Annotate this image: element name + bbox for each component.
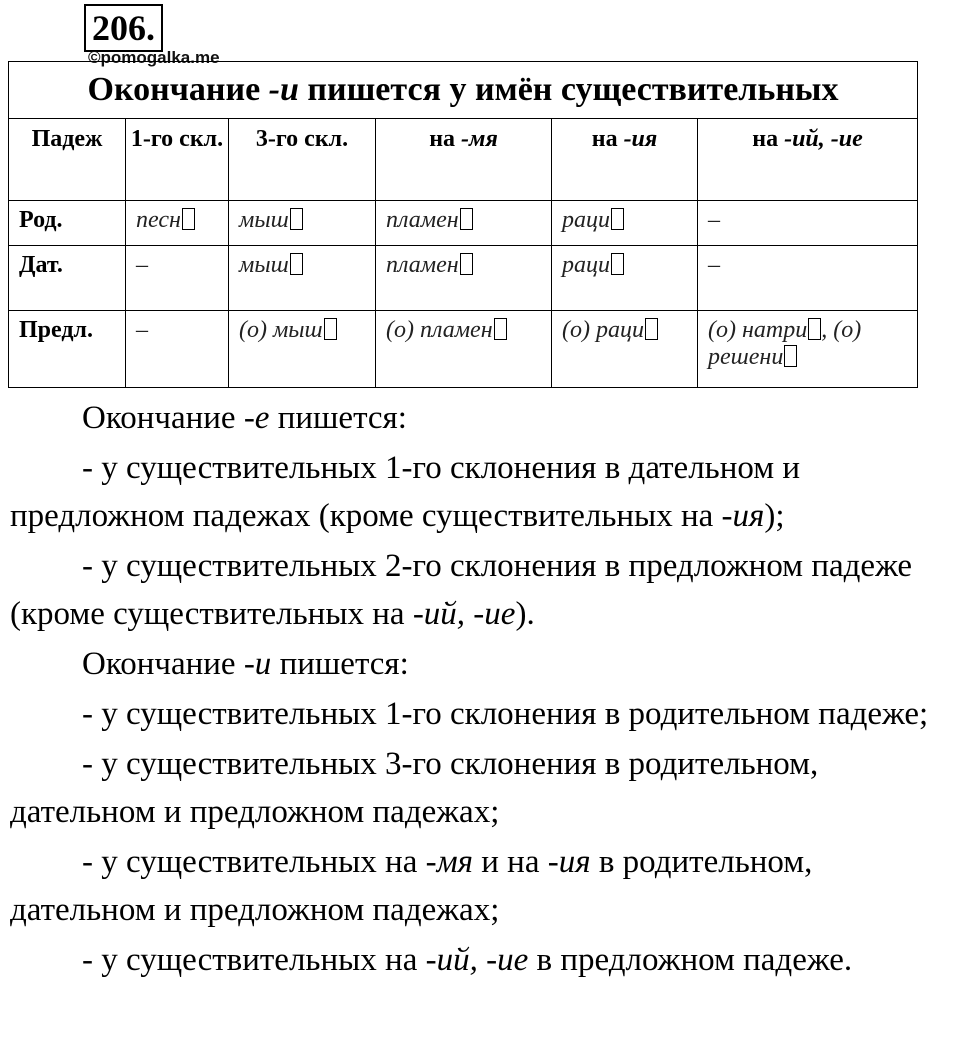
ending-box bbox=[611, 253, 624, 275]
header-mya: на -мя bbox=[376, 119, 552, 201]
rule-e-heading: Окончание -е пишется: bbox=[82, 400, 407, 436]
cell-gen-mya: пламен bbox=[376, 201, 552, 246]
cell-prep-decl1: – bbox=[126, 311, 229, 388]
table-row bbox=[9, 201, 918, 246]
ending-box bbox=[290, 253, 303, 275]
ending-box bbox=[808, 318, 821, 340]
header-iya: на -ия bbox=[552, 119, 698, 201]
cell-gen-decl3: мыш bbox=[229, 201, 376, 246]
rule-e-item: - у существительных 1-го склонения в дательном и предложном падежах (кроме существительных на -ия); bbox=[10, 450, 801, 534]
ending-box bbox=[460, 253, 473, 275]
row-label-prepositional: Предл. bbox=[9, 311, 126, 388]
cell-prep-iya: (о) раци bbox=[552, 311, 698, 388]
header-case: Падеж bbox=[9, 119, 126, 201]
exercise-number: 206. bbox=[84, 4, 163, 52]
header-iy: на -ий, -ие bbox=[698, 119, 918, 201]
ending-box bbox=[290, 208, 303, 230]
cell-dat-decl3: мыш bbox=[229, 246, 376, 311]
header-decl1: 1-го скл. bbox=[126, 119, 229, 201]
cell-dat-iy: – bbox=[698, 246, 918, 311]
rule-i-item: - у существительных на -мя и на -ия в родительном, дательном и предложном падежах; bbox=[10, 844, 813, 928]
ending-box bbox=[645, 318, 658, 340]
rule-e-item: - у существительных 2-го склонения в предложном падеже (кроме существительных на -ий, -ие). bbox=[10, 548, 913, 632]
ending-box bbox=[182, 208, 195, 230]
table-title: Окончание -и пишется у имён существительных bbox=[9, 62, 918, 119]
ending-box bbox=[324, 318, 337, 340]
cell-prep-mya: (о) пламен bbox=[376, 311, 552, 388]
rule-i-item: - у существительных 1-го склонения в родительном падеже; bbox=[82, 696, 929, 732]
cell-gen-iy: – bbox=[698, 201, 918, 246]
cell-dat-decl1: – bbox=[126, 246, 229, 311]
ending-box bbox=[460, 208, 473, 230]
cell-dat-mya: пламен bbox=[376, 246, 552, 311]
rule-i-item: - у существительных 3-го склонения в родительном, дательном и предложном падежах; bbox=[10, 746, 819, 830]
row-label-genitive: Род. bbox=[9, 201, 126, 246]
cell-gen-iya: раци bbox=[552, 201, 698, 246]
cell-prep-decl3: (о) мыш bbox=[229, 311, 376, 388]
ending-box bbox=[611, 208, 624, 230]
row-label-dative: Дат. bbox=[9, 246, 126, 311]
rules-text bbox=[10, 394, 955, 986]
rule-i-item: - у существительных на -ий, -ие в предложном падеже. bbox=[82, 942, 853, 978]
table-row bbox=[9, 246, 918, 311]
header-decl3: 3-го скл. bbox=[229, 119, 376, 201]
cell-gen-decl1: песн bbox=[126, 201, 229, 246]
watermark: ©pomogalka.me bbox=[88, 48, 220, 67]
ending-box bbox=[784, 345, 797, 367]
cell-prep-iy: (о) натри , (о) решени bbox=[698, 311, 918, 388]
endings-table bbox=[8, 61, 918, 388]
ending-box bbox=[494, 318, 507, 340]
cell-dat-iya: раци bbox=[552, 246, 698, 311]
table-row bbox=[9, 311, 918, 388]
rule-i-heading: Окончание -и пишется: bbox=[82, 646, 409, 682]
